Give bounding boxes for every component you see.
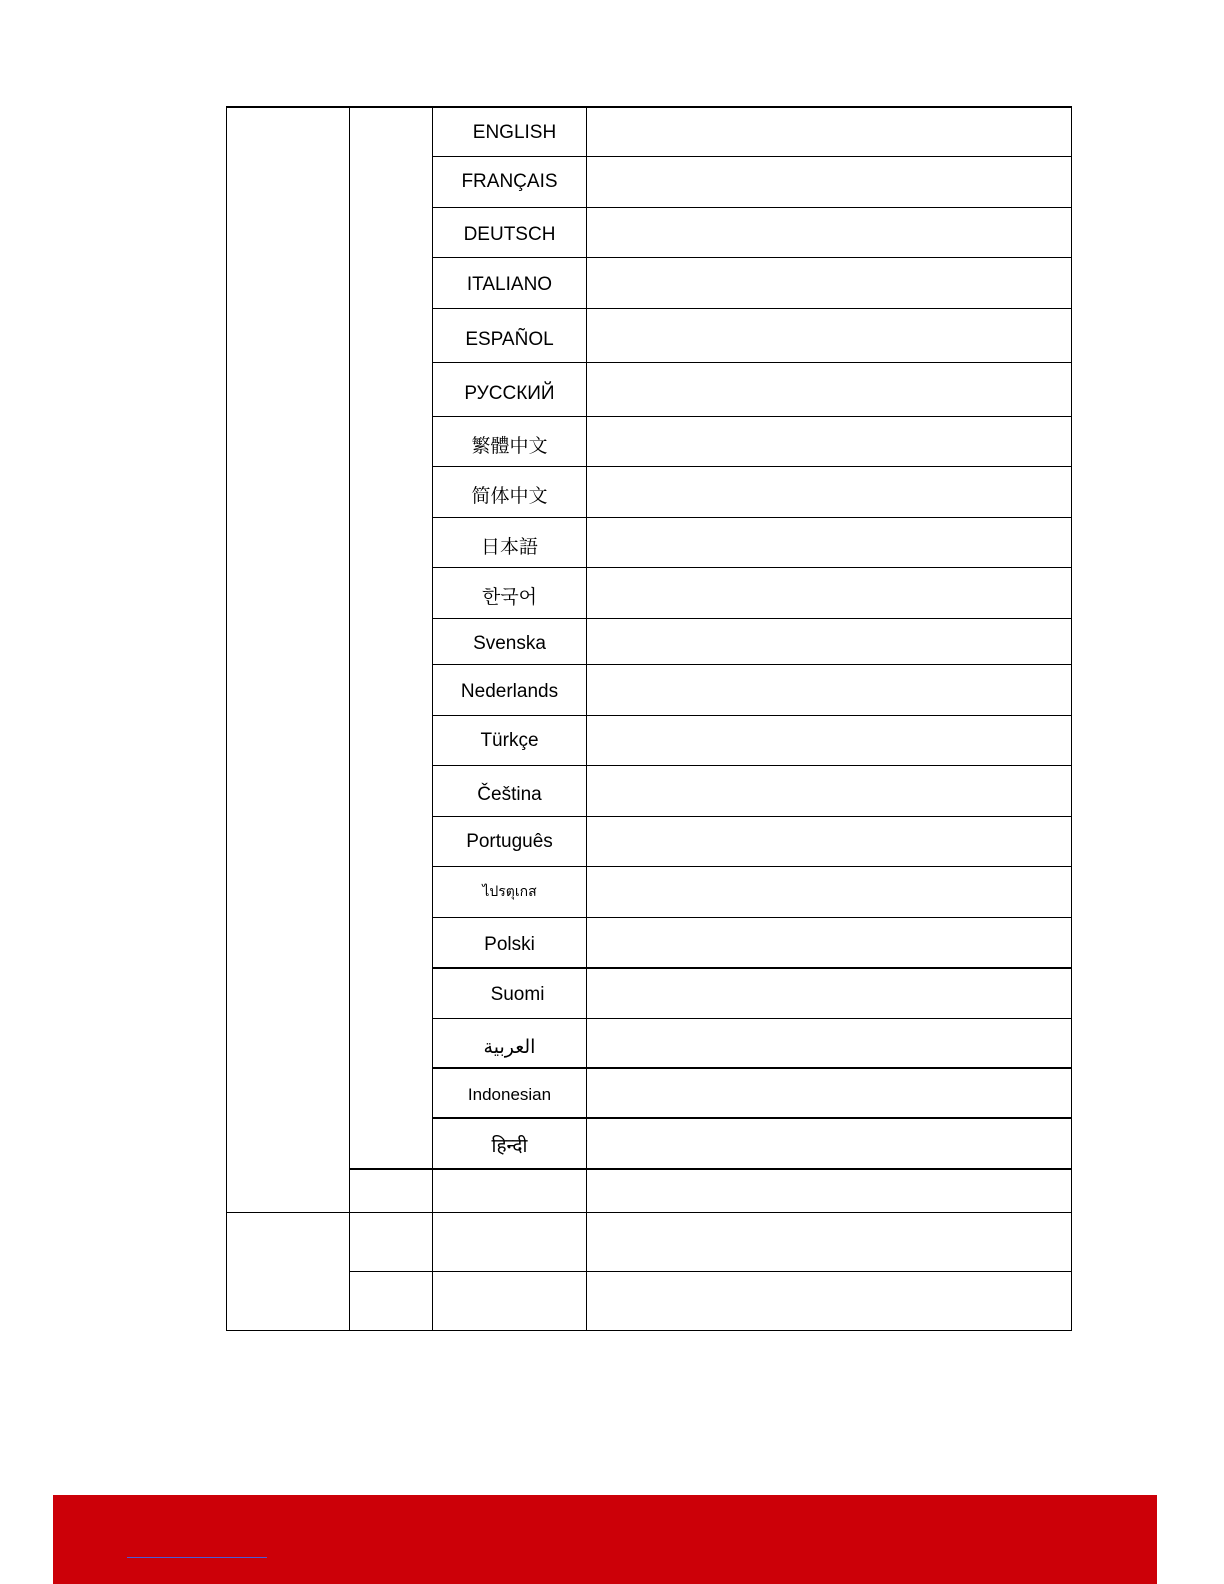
language-turkish: Türkçe (480, 730, 539, 751)
table-border-right (1071, 106, 1072, 1331)
language-finnish: Suomi (490, 984, 545, 1005)
language-italian: ITALIANO (466, 274, 553, 295)
language-polish: Polski (484, 934, 535, 955)
table-border-col3 (586, 106, 587, 1331)
language-indonesian: Indonesian (467, 1085, 552, 1104)
table-border-bottom (226, 1330, 1072, 1331)
language-english: ENGLISH (472, 121, 557, 143)
table-border-col1 (349, 106, 350, 1331)
language-czech: Čeština (477, 784, 542, 805)
language-korean: 한국어 (481, 586, 538, 608)
language-swedish: Svenska (473, 632, 546, 654)
table-border-top (226, 106, 1072, 108)
language-portuguese: Português (466, 831, 553, 852)
footer-band (53, 1495, 1157, 1584)
language-hindi: हिन्दी (491, 1136, 528, 1157)
table-border-left (226, 106, 227, 1331)
language-japanese: 日本語 (480, 536, 538, 558)
language-german: DEUTSCH (463, 224, 556, 245)
row-separator (226, 1212, 1072, 1213)
footer-link-underline (127, 1557, 267, 1558)
language-traditional-chinese: 繁體中文 (471, 435, 548, 457)
language-thai: ไปรตุเกส (482, 883, 537, 899)
row-separator (349, 1271, 1072, 1272)
language-dutch: Nederlands (460, 681, 559, 702)
language-arabic: العربية (483, 1036, 536, 1058)
language-spanish: ESPAÑOL (465, 329, 554, 350)
language-russian: РУССКИЙ (464, 383, 555, 404)
language-simplified-chinese: 简体中文 (471, 485, 548, 507)
language-french: FRANÇAIS (461, 171, 558, 192)
